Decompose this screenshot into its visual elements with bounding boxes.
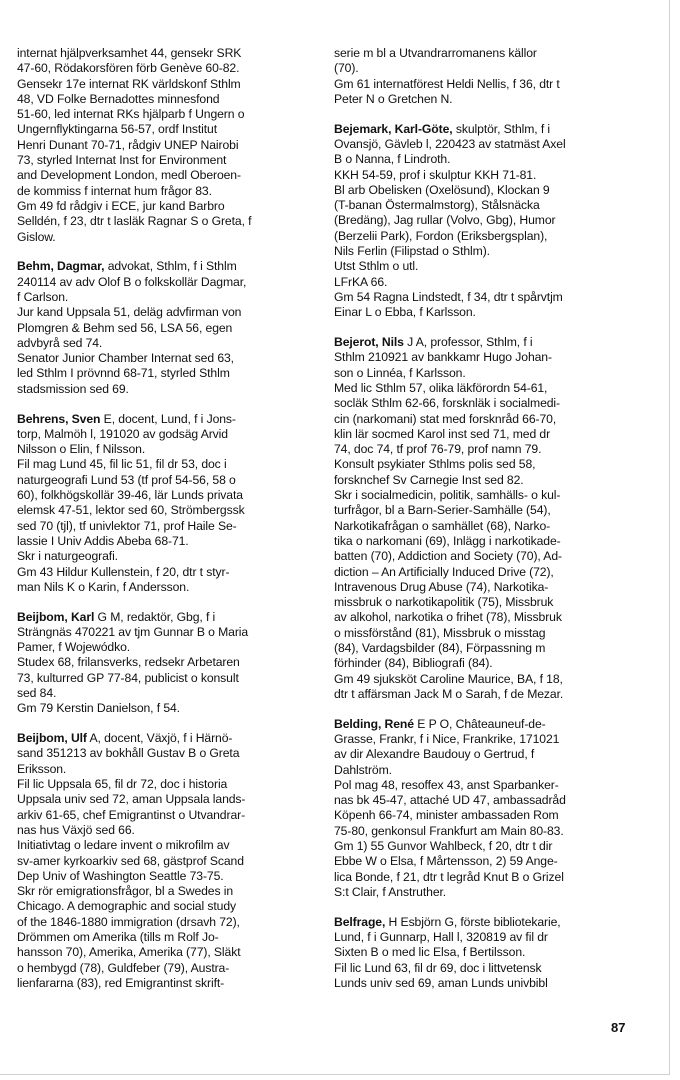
entry-text: Henri Dunant 70-71, rådgiv UNEP Nairobi — [17, 137, 239, 152]
entry-line — [334, 229, 639, 244]
entry-text: A, docent, Växjö, f i Härnö- — [86, 731, 233, 746]
entry-text: Sthlm 210921 av bankkamr Hugo Johan- — [334, 350, 552, 365]
entry-line — [334, 92, 639, 107]
entry-line — [17, 610, 317, 625]
entry-line — [334, 626, 639, 641]
entry-text: Lund, f i Gunnarp, Hall l, 320819 av fil dr — [334, 930, 548, 945]
entry-line — [17, 351, 317, 366]
entry-text: lassie I Univ Addis Abeba 68-71. — [17, 533, 189, 548]
entry-text: batten (70), Addiction and Society (70), Ad- — [334, 549, 562, 564]
entry-text: (84), Vardagsbilder (84), Förpassning m — [334, 640, 546, 655]
entry-text: internat hjälpverksamhet 44, gensekr SRK — [17, 46, 242, 60]
entry-line — [17, 184, 317, 199]
entry-text: (T-banan Östermalmstorg), Stålsnäcka — [334, 198, 540, 213]
entry-text: arkiv 61-65, chef Emigrantinst o Utvandrar- — [17, 807, 246, 822]
entry-text: (Berzelii Park), Fordon (Eriksbergsplan), — [334, 228, 548, 243]
entry-text: Einar L o Ebba, f Karlsson. — [334, 305, 476, 320]
entry-line — [17, 427, 317, 442]
entry-text: dtr t affärsman Jack M o Sarah, f de Mezar. — [334, 686, 564, 701]
entry-text: man Nils K o Karin, f Andersson. — [17, 579, 190, 594]
entry-text: 47-60, Rödakorsfören förb Genève 60-82. — [17, 61, 240, 76]
entry-text: Pamer, f Wojewódko. — [17, 640, 131, 655]
entry-text: advokat, Sthlm, f i Sthlm — [104, 259, 237, 274]
entry-text: Utst Sthlm o utl. — [334, 259, 419, 274]
entry-line — [17, 503, 317, 518]
entry-line — [17, 961, 317, 976]
entry-text: and Development London, medl Oberoen- — [17, 168, 241, 183]
entry-text: Skr rör emigrationsfrågor, bl a Swedes in — [17, 884, 234, 899]
entry-text: Gm 49 fd rådgiv i ECE, jur kand Barbro — [17, 198, 225, 213]
entry-text: Med lic Sthlm 57, olika läkförordn 54-61, — [334, 380, 548, 395]
entry-text: Dahlström. — [334, 762, 392, 777]
entry-text: tika o narkomani (69), Inlägg i narkotikade- — [334, 533, 561, 548]
entry-text: Narkotikafrågan o samhället (68), Narko- — [334, 518, 551, 533]
entry-text: Skr i socialmedicin, politik, samhälls- o kul- — [334, 488, 561, 503]
entry-text: S:t Clair, f Anstruther. — [334, 884, 447, 899]
entry-line — [334, 442, 639, 457]
entry-text: Intravenous Drug Abuse (74), Narkotika- — [334, 579, 549, 594]
entry-line — [334, 641, 639, 656]
entry-line — [334, 747, 639, 762]
entry-text: lica Bonde, f 21, dtr t legråd Knut B o Grizel — [334, 869, 564, 884]
entry-line — [334, 412, 639, 427]
entry-line — [334, 854, 639, 869]
entry-line — [334, 717, 639, 732]
entry-line — [334, 259, 639, 274]
entry-text: Pol mag 48, resoffex 43, anst Sparbanker- — [334, 777, 559, 792]
entry-line — [17, 808, 317, 823]
entry-line — [17, 930, 317, 945]
entry-text: Gm 43 Hildur Kullenstein, f 20, dtr t styr- — [17, 564, 230, 579]
entry-text: Gensekr 17e internat RK världskonf Sthlm — [17, 76, 241, 91]
entry-text: G M, redaktör, Gbg, f i — [94, 609, 216, 624]
biography-entry — [17, 731, 317, 991]
biography-entry — [17, 46, 317, 245]
entry-text: Senator Junior Chamber Internat sed 63, — [17, 351, 234, 366]
entry-line — [334, 503, 639, 518]
entry-text: Selldén, f 23, dtr t lasläk Ragnar S o Greta, f — [17, 214, 252, 229]
entry-text: Strängnäs 470221 av tjm Gunnar B o Maria — [17, 624, 249, 639]
entry-line — [334, 46, 639, 61]
entry-line — [334, 656, 639, 671]
entry-line — [17, 777, 317, 792]
entry-text: o hembygd (78), Guldfeber (79), Austra- — [17, 960, 230, 975]
entry-text: forsknchef Sv Carnegie Inst sed 82. — [334, 472, 524, 487]
entry-name: Belfrage, — [334, 914, 386, 929]
entry-text: 51-60, led internat RKs hjälparb f Ungern o — [17, 107, 245, 122]
entry-text: J A, professor, Sthlm, f i — [403, 335, 533, 350]
entry-text: son o Linnéa, f Karlsson. — [334, 365, 466, 380]
entry-line — [17, 122, 317, 137]
entry-line — [334, 152, 639, 167]
entry-text: Plomgren & Behm sed 56, LSA 56, egen — [17, 320, 233, 335]
entry-line — [334, 275, 639, 290]
entry-line — [17, 746, 317, 761]
entry-line — [17, 625, 317, 640]
entry-text: E P O, Châteauneuf-de- — [413, 716, 546, 731]
entry-name: Behm, Dagmar, — [17, 259, 105, 274]
entry-text: KKH 54-59, prof i skulptur KKH 71-81. — [334, 167, 537, 182]
entry-text: Gislow. — [17, 229, 56, 244]
entry-name: Belding, René — [334, 716, 414, 731]
entry-line — [17, 884, 317, 899]
entry-text: Gm 61 internatförest Heldi Nellis, f 36, dtr t — [334, 76, 560, 91]
entry-text: Ebbe W o Elsa, f Mårtensson, 2) 59 Ange- — [334, 854, 558, 869]
entry-text: Grasse, Frankr, f i Nice, Frankrike, 171021 — [334, 731, 560, 746]
entry-line — [334, 198, 639, 213]
entry-line — [334, 290, 639, 305]
entry-text: Konsult psykiater Sthlms polis sed 58, — [334, 457, 536, 472]
entry-line — [17, 838, 317, 853]
entry-line — [334, 672, 639, 687]
entry-text: stadsmission sed 69. — [17, 381, 129, 396]
entry-text: f Carlson. — [17, 289, 69, 304]
entry-text: Gm 1) 55 Gunvor Wahlbeck, f 20, dtr t dir — [334, 839, 553, 854]
entry-line — [17, 945, 317, 960]
entry-text: 48, VD Folke Bernadottes minnesfond — [17, 91, 220, 106]
entry-line — [334, 183, 639, 198]
entry-line — [17, 77, 317, 92]
entry-line — [17, 701, 317, 716]
entry-text: torp, Malmöh l, 191020 av godsäg Arvid — [17, 426, 228, 441]
entry-line — [17, 321, 317, 336]
entry-text: hansson 70), Amerika, Amerika (77), Släkt — [17, 945, 241, 960]
entry-line — [17, 565, 317, 580]
entry-line — [334, 122, 639, 137]
entry-text: cin (narkomani) stat med forsknråd 66-70, — [334, 411, 557, 426]
entry-line — [334, 335, 639, 350]
entry-line — [17, 976, 317, 991]
entry-line — [334, 870, 639, 885]
entry-line — [17, 382, 317, 397]
entry-text: Sixten B o med lic Elsa, f Bertilsson. — [334, 945, 526, 960]
entry-text: sv-amer kyrkoarkiv sed 68, gästprof Scand — [17, 853, 244, 868]
entry-text: sed 70 (tjl), tf univlektor 71, prof Haile Se- — [17, 518, 237, 533]
entry-line — [334, 915, 639, 930]
entry-text: H Esbjörn G, förste bibliotekarie, — [385, 914, 561, 929]
entry-line — [17, 655, 317, 670]
entry-text: Köpenh 66-74, minister ambassaden Rom — [334, 808, 559, 823]
entry-text: 240114 av adv Olof B o folkskollär Dagmar, — [17, 274, 247, 289]
entry-line — [17, 519, 317, 534]
entry-text: socläk Sthlm 62-66, forsknläk i socialmedi- — [334, 396, 560, 411]
entry-line — [334, 366, 639, 381]
entry-text: LFrKA 66. — [334, 274, 388, 289]
entry-text: diction – An Artificially Induced Drive (72), — [334, 564, 554, 579]
entry-name: Bejerot, Nils — [334, 335, 404, 350]
entry-line — [334, 457, 639, 472]
entry-text: 73, styrled Internat Inst for Environment — [17, 153, 227, 168]
entry-text: Fil lic Uppsala 65, fil dr 72, doc i historia — [17, 777, 228, 792]
entry-line — [334, 244, 639, 259]
entry-text: klin lär socmed Karol inst sed 71, med dr — [334, 426, 551, 441]
entry-line — [334, 930, 639, 945]
page-number: 87 — [611, 1020, 626, 1035]
entry-text: de kommiss f internat hum frågor 83. — [17, 183, 212, 198]
biography-entry — [334, 717, 639, 901]
entry-line — [17, 275, 317, 290]
entry-line — [17, 290, 317, 305]
entry-line — [17, 230, 317, 245]
entry-line — [17, 854, 317, 869]
entry-line — [334, 945, 639, 960]
entry-line — [334, 488, 639, 503]
entry-text: nas bk 45-47, attaché UD 47, ambassadråd — [334, 793, 566, 808]
entry-text: Peter N o Gretchen N. — [334, 91, 453, 106]
entry-text: (Bredäng), Jag rullar (Volvo, Gbg), Humor — [334, 213, 556, 228]
entry-line — [334, 77, 639, 92]
entry-text: Gm 54 Ragna Lindstedt, f 34, dtr t spårvtjm — [334, 289, 563, 304]
entry-line — [334, 763, 639, 778]
entry-text: advbyrå sed 74. — [17, 335, 103, 350]
entry-line — [334, 824, 639, 839]
entry-line — [17, 168, 317, 183]
entry-text: (70). — [334, 61, 359, 76]
entry-text: elemsk 47-51, lektor sed 60, Strömbergssk — [17, 503, 245, 518]
entry-line — [334, 396, 639, 411]
entry-line — [17, 640, 317, 655]
entry-text: Skr i naturgeografi. — [17, 549, 118, 564]
entry-line — [334, 519, 639, 534]
entry-line — [334, 534, 639, 549]
biography-entry — [17, 412, 317, 596]
entry-line — [17, 457, 317, 472]
entry-line — [17, 473, 317, 488]
entry-line — [334, 381, 639, 396]
entry-line — [334, 61, 639, 76]
entry-line — [17, 138, 317, 153]
entry-line — [17, 534, 317, 549]
entry-text: Ungernflyktingarna 56-57, ordf Institut — [17, 122, 218, 137]
entry-line — [334, 808, 639, 823]
biography-entry — [334, 335, 639, 702]
entry-line — [17, 336, 317, 351]
entry-text: serie m bl a Utvandrarromanens källor — [334, 46, 537, 60]
entry-line — [17, 412, 317, 427]
entry-text: Drömmen om Amerika (tills m Rolf Jo- — [17, 930, 219, 945]
entry-text: Nils Ferlin (Filipstad o Sthlm). — [334, 244, 490, 259]
entry-text: Lunds univ sed 69, aman Lunds univbibl — [334, 975, 548, 990]
entry-text: Ovansjö, Gävleb l, 220423 av statmäst Axel — [334, 136, 566, 151]
entry-line — [17, 731, 317, 746]
entry-line — [17, 92, 317, 107]
entry-text: Nilsson o Elin, f Nilsson. — [17, 442, 146, 457]
entry-line — [17, 199, 317, 214]
entry-line — [334, 778, 639, 793]
entry-line — [334, 565, 639, 580]
entry-line — [17, 869, 317, 884]
entry-line — [17, 671, 317, 686]
entry-text: 60), folkhögskollär 39-46, lär Lunds privata — [17, 488, 243, 503]
entry-text: skulptör, Sthlm, f i — [452, 121, 551, 136]
biography-entry — [334, 915, 639, 991]
entry-line — [17, 488, 317, 503]
entry-line — [334, 580, 639, 595]
entry-text: naturgeografi Lund 53 (tf prof 54-56, 58 o — [17, 472, 236, 487]
entry-name: Beijbom, Ulf — [17, 731, 87, 746]
entry-text: nas hus Växjö sed 66. — [17, 822, 135, 837]
entry-line — [334, 168, 639, 183]
entry-line — [334, 427, 639, 442]
entry-line — [334, 687, 639, 702]
entry-line — [17, 259, 317, 274]
entry-text: missbruk o narkotikapolitik (75), Missbruk — [334, 595, 554, 610]
entry-line — [17, 214, 317, 229]
entry-text: led Sthlm I prövnnd 68-71, styrled Sthlm — [17, 366, 230, 381]
entry-line — [334, 732, 639, 747]
entry-text: sed 84. — [17, 686, 57, 701]
biography-entry — [334, 46, 639, 107]
entry-text: Bl arb Obelisken (Oxelösund), Klockan 9 — [334, 182, 550, 197]
entry-text: Initiativtag o ledare invent o mikrofilm av — [17, 838, 230, 853]
entry-name: Behrens, Sven — [17, 411, 101, 426]
entry-line — [17, 442, 317, 457]
entry-text: 74, doc 74, tf prof 76-79, prof namn 79. — [334, 442, 542, 457]
entry-text: Eriksson. — [17, 761, 67, 776]
entry-text: förhinder (84), Bibliografi (84). — [334, 656, 493, 671]
entry-line — [17, 366, 317, 381]
entry-text: o missförstånd (81), Missbruk o misstag — [334, 625, 546, 640]
entry-line — [17, 762, 317, 777]
entry-line — [334, 595, 639, 610]
entry-line — [17, 549, 317, 564]
entry-text: Gm 49 sjuksköt Caroline Maurice, BA, f 18, — [334, 671, 563, 686]
entry-line — [17, 107, 317, 122]
entry-line — [17, 823, 317, 838]
right-column — [334, 46, 639, 1006]
entry-line — [334, 961, 639, 976]
entry-line — [334, 839, 639, 854]
entry-line — [334, 549, 639, 564]
biography-entry — [17, 610, 317, 717]
entry-line — [17, 305, 317, 320]
entry-text: B o Nanna, f Lindroth. — [334, 152, 451, 167]
entry-text: Studex 68, frilansverks, redsekr Arbetaren — [17, 655, 240, 670]
entry-line — [334, 976, 639, 991]
entry-name: Bejemark, Karl-Göte, — [334, 121, 453, 136]
entry-text: Chicago. A demographic and social study — [17, 899, 236, 914]
entry-line — [17, 899, 317, 914]
entry-text: E, docent, Lund, f i Jons- — [100, 411, 236, 426]
entry-text: Fil lic Lund 63, fil dr 69, doc i littvetensk — [334, 960, 542, 975]
entry-text: sand 351213 av bokhåll Gustav B o Greta — [17, 746, 240, 761]
entry-name: Beijbom, Karl — [17, 609, 95, 624]
entry-line — [17, 915, 317, 930]
entry-text: 75-80, genkonsul Frankfurt am Main 80-83. — [334, 823, 564, 838]
entry-text: of the 1846-1880 immigration (drsavh 72), — [17, 914, 240, 929]
entry-line — [334, 885, 639, 900]
biography-entry — [334, 122, 639, 321]
entry-line — [334, 305, 639, 320]
entry-line — [334, 213, 639, 228]
entry-line — [17, 686, 317, 701]
entry-line — [17, 61, 317, 76]
entry-text: Gm 79 Kerstin Danielson, f 54. — [17, 701, 180, 716]
entry-text: 73, kulturred GP 77-84, publicist o konsult — [17, 670, 239, 685]
entry-line — [334, 137, 639, 152]
entry-line — [17, 580, 317, 595]
entry-line — [334, 793, 639, 808]
entry-line — [17, 792, 317, 807]
entry-text: lienfararna (83), red Emigrantinst skrift- — [17, 975, 225, 990]
entry-line — [17, 46, 317, 61]
entry-line — [334, 350, 639, 365]
entry-line — [334, 610, 639, 625]
entry-text: Fil mag Lund 45, fil lic 51, fil dr 53, doc i — [17, 457, 227, 472]
entry-text: turfrågor, bl a Barn-Serier-Samhälle (54), — [334, 503, 551, 518]
entry-text: Uppsala univ sed 72, aman Uppsala lands- — [17, 792, 246, 807]
entry-text: Dep Univ of Washington Seattle 73-75. — [17, 868, 224, 883]
entry-text: av alkohol, narkotika o frihet (78), Missbruk — [334, 610, 562, 625]
entry-text: av dir Alexandre Baudouy o Gertrud, f — [334, 747, 535, 762]
entry-line — [17, 153, 317, 168]
entry-line — [334, 473, 639, 488]
biography-entry — [17, 259, 317, 397]
left-column — [17, 46, 317, 1006]
entry-text: Jur kand Uppsala 51, deläg advfirman von — [17, 305, 242, 320]
